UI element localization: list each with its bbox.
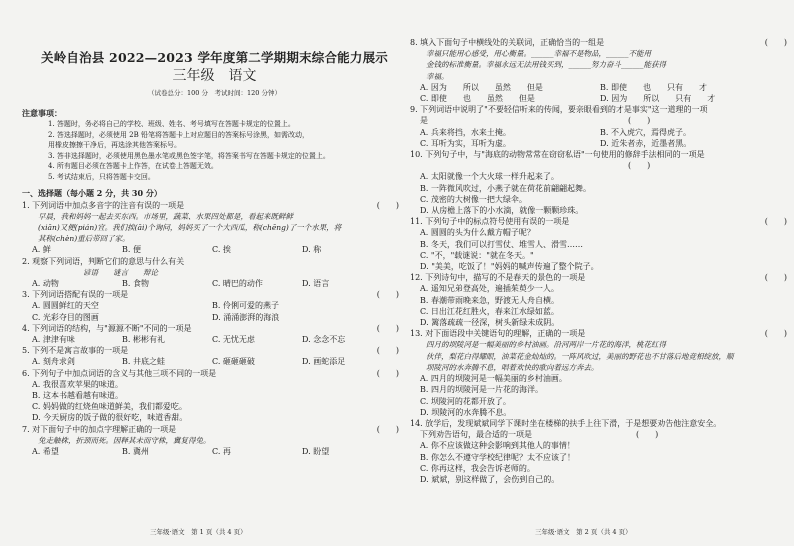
notice-item: 5. 考试结束后，只将答题卡交回。 bbox=[48, 172, 155, 181]
option-row bbox=[22, 356, 407, 367]
question-stem: 2. 观察下列词语，判断它们的意思与什么有关 bbox=[22, 256, 185, 266]
option-row bbox=[410, 138, 794, 149]
question bbox=[410, 272, 794, 328]
right-column bbox=[410, 0, 794, 485]
exam-meta: （试卷总分：100 分 考试时间：120 分钟） bbox=[148, 89, 281, 98]
option-row bbox=[22, 446, 407, 457]
option-line: C. "不，"载谜说："就在冬天。" bbox=[420, 250, 534, 260]
question bbox=[410, 418, 794, 485]
notice-list bbox=[22, 119, 407, 182]
option: B. 便 bbox=[122, 245, 141, 255]
option-row bbox=[22, 334, 407, 345]
answer-bracket: ( ) bbox=[376, 424, 399, 434]
answer-bracket: ( ) bbox=[376, 290, 399, 300]
option-line: D. 今天厨房的饭子做的很好吃，味道香甜。 bbox=[32, 413, 188, 423]
option-line: D. 篱落疏疏一径深，树头新绿未成阴。 bbox=[420, 318, 560, 328]
answer-bracket: ( ) bbox=[376, 346, 399, 356]
option: D. 近朱者赤，近墨者黑。 bbox=[600, 138, 692, 148]
option: C. 砸砸砸破 bbox=[212, 357, 255, 367]
option: B. 冀州 bbox=[122, 447, 149, 457]
option-line: 是 ( ) bbox=[420, 116, 651, 126]
option: D. 语言 bbox=[302, 279, 330, 289]
exam-title: 关岭自治县 2022—2023 学年度第二学期期末综合能力展示 bbox=[41, 50, 388, 65]
option-line: D. "美美，吃饭了！"妈妈的喊声传遍了整个院子。 bbox=[420, 262, 599, 272]
option: D. 涌涌澎湃的海浪 bbox=[212, 312, 280, 322]
option-line: D. 从房檐上落下的小水滴，就像一颗颗珍珠。 bbox=[420, 206, 584, 216]
option-line: A. 你不应该做这种会影响到其他人的事情！ bbox=[420, 441, 575, 451]
passage-line: 其称(chèn)重后带回了家。 bbox=[38, 234, 130, 244]
option-line: C. 你再这样，我会告诉老师的。 bbox=[420, 463, 535, 473]
notice-item: 3. 答非选择题时，必须使用黑色墨水笔或黑色签字笔，将答案书写在答题卡规定的位置上。 bbox=[48, 151, 330, 160]
passage-line: 金钱的标准衡量。幸福永远无法用钱买到，______努力奋斗______能获得 bbox=[426, 60, 666, 70]
passage-line: 早晨，我和妈妈一起去买东西。市场里，蔬菜、水果四处都是，看起来既鲜鲜 bbox=[38, 211, 293, 221]
option: C. 再 bbox=[212, 447, 231, 457]
question bbox=[410, 149, 794, 216]
option: A. 兵来将挡，水来土掩。 bbox=[420, 127, 511, 137]
question bbox=[22, 200, 407, 256]
question-stem: 7. 对下面句子中的加点字理解正确的一项是 bbox=[22, 424, 177, 434]
left-column bbox=[22, 0, 407, 457]
option: D. 因为 所以 只有 才 bbox=[600, 94, 716, 104]
passage-line: 坝陵河的水奔腾不息，唱着欢快的歌向着远方奔去。 bbox=[426, 362, 599, 372]
option: D. 画蛇添足 bbox=[302, 357, 346, 367]
option: D. 称 bbox=[302, 245, 322, 255]
option: A. 圆圆鲜红的天空 bbox=[32, 301, 99, 311]
option-row bbox=[410, 127, 794, 138]
option: C. 晴巴的动作 bbox=[212, 279, 263, 289]
right-questions bbox=[410, 37, 794, 485]
question-stem: 10. 下列句子中，与"海底的动物常常在窃窃私语"一句使用的修辞手法相同的一项是 bbox=[410, 150, 705, 160]
option: A. 刻舟求剑 bbox=[32, 357, 75, 367]
answer-bracket: ( ) bbox=[764, 217, 787, 227]
answer-bracket: ( ) bbox=[764, 38, 787, 47]
option-line: B. 四月的坝陵河是一片花的海洋。 bbox=[420, 385, 543, 395]
notice-item: 4. 所有题目必须在答题卡上作答，在试卷上答题无效。 bbox=[48, 162, 218, 171]
option: A. 鲜 bbox=[32, 245, 51, 255]
option: A. 津津有味 bbox=[32, 335, 75, 345]
question bbox=[410, 216, 794, 272]
question-stem: 4. 下列词语的结构，与"源源不断"不同的一项是 bbox=[22, 323, 192, 333]
option-line: A. 太阳就像一个大火球一样升起来了。 bbox=[420, 172, 559, 182]
option-line: C. 妈妈做的红烧鱼味道鲜美，我们都爱吃。 bbox=[32, 402, 187, 412]
option-line: A. 遥知兄弟登高处，遍插茱萸少一人。 bbox=[420, 284, 559, 294]
question bbox=[22, 256, 407, 290]
option: B. 不入虎穴，焉得虎子。 bbox=[600, 127, 691, 137]
notice-item: 2. 答选择题时，必须使用 2B 铅笔将答题卡上对应题目的答案标号涂黑，如需改动， bbox=[48, 130, 309, 139]
answer-bracket: ( ) bbox=[764, 273, 787, 283]
question-stem: 14. 放学后，发现斌斌同学下课时坐在楼梯的扶手上往下滑，于是想要劝告他注意安全。 bbox=[410, 418, 722, 428]
exam-subtitle: 三年级 语文 bbox=[172, 68, 257, 85]
question bbox=[22, 323, 407, 345]
notice-item: 1. 答题时，务必将自己的学校、班级、姓名、考号填写在答题卡规定的位置上。 bbox=[48, 120, 295, 129]
question bbox=[410, 328, 794, 418]
option-row bbox=[22, 278, 407, 289]
answer-bracket: ( ) bbox=[376, 368, 399, 378]
option-line: C. 茂密的大树像一把大绿伞。 bbox=[420, 194, 527, 204]
question bbox=[22, 289, 407, 323]
option-line: B. 冬天，我们可以打雪仗、堆雪人、滑雪…… bbox=[420, 239, 583, 249]
footer-left: 三年级·语文 第 1 页（共 4 页） bbox=[150, 528, 247, 536]
option: C. 即使 也 虽然 但是 bbox=[420, 94, 535, 104]
passage-line: 伙伴，梨花白得耀眼，油菜花金灿灿的。一阵风吹过，美丽的野花也不甘落后地竞相绽放，顺 bbox=[426, 351, 734, 361]
option-line: B. 一阵微风吹过，小燕子就在荷花前翩翩起舞。 bbox=[420, 183, 591, 193]
option-line: 下列劝告语句，最合适的一项是 ( ) bbox=[420, 430, 659, 440]
passage-line: 幸福只能用心感受，用心衡量。______幸福不是物品，______不能用 bbox=[426, 49, 651, 59]
option: A. 希望 bbox=[32, 447, 59, 457]
question-stem: 12. 下列诗句中，描写的不是春天的景色的一项是 bbox=[410, 273, 586, 283]
option-line: A. 我很喜欢苹果的味道。 bbox=[32, 379, 123, 389]
answer-bracket: ( ) bbox=[376, 200, 399, 210]
question bbox=[410, 104, 794, 149]
question bbox=[22, 424, 407, 458]
question-stem: 13. 对下面语段中关键语句的理解，正确的一项是 bbox=[410, 329, 586, 339]
answer-bracket: ( ) bbox=[376, 323, 399, 333]
option: A. 因为 所以 虽然 但是 bbox=[420, 82, 543, 92]
option-line: B. 春潮带雨晚来急，野渡无人舟自横。 bbox=[420, 295, 559, 305]
option-line: D. 坝陵河的水奔腾不息。 bbox=[420, 407, 512, 417]
option: B. 井底之蛙 bbox=[122, 357, 165, 367]
option: B. 即使 也 只有 才 bbox=[600, 82, 707, 92]
option-row bbox=[410, 82, 794, 93]
option: C. 耳听为实，耳听为虚。 bbox=[420, 138, 511, 148]
option-line: A. 圆圆的头为什么戴方帽子呢？ bbox=[420, 228, 535, 238]
passage-line: (xiān)又便(pián)宜。我们挨(āi)个询问，妈妈买了一个大西瓜，称(chēng)了一个水果，将 bbox=[38, 223, 342, 233]
footer-right: 三年级·语文 第 2 页（共 4 页） bbox=[535, 528, 632, 536]
question-stem: 9. 下列词语中说明了"不要轻信听来的传闻，要亲眼看到的才是事实"这一道理的一项 bbox=[410, 105, 708, 115]
option-line: C. 坝陵河的花都开放了。 bbox=[420, 396, 511, 406]
option: D. 念念不忘 bbox=[302, 335, 346, 345]
left-questions bbox=[22, 200, 407, 458]
option-row bbox=[22, 244, 407, 255]
option: B. 彬彬有礼 bbox=[122, 335, 165, 345]
notice-heading: 注意事项： bbox=[22, 108, 62, 119]
option-line: ( ) bbox=[420, 161, 651, 171]
question bbox=[410, 37, 794, 104]
option: C. 无忧无虑 bbox=[212, 335, 255, 345]
question-stem: 8. 填入下面句子中横线处的关联词，正确恰当的一组是 bbox=[410, 38, 605, 47]
answer-bracket: ( ) bbox=[764, 329, 787, 339]
option: C. 光彩夺目的图画 bbox=[32, 312, 99, 322]
question-stem: 3. 下列词语搭配有误的一项是 bbox=[22, 290, 129, 300]
passage-line: 四月的坝陵河是一幅美丽的乡村油画。沿河两岸一片花的海洋，桃花红得 bbox=[426, 340, 666, 350]
passage-line: 兔走触株，折颈而死。因释其未而守株，冀复得兔。 bbox=[38, 435, 211, 445]
question-stem: 1. 下列词语中加点多音字的注音有误的一项是 bbox=[22, 200, 185, 210]
question bbox=[22, 345, 407, 367]
passage-line: 幸福。 bbox=[426, 71, 449, 81]
option-line: A. 四月的坝陵河是一幅美丽的乡村油画。 bbox=[420, 374, 567, 384]
option-row bbox=[410, 93, 794, 104]
question-stem: 5. 下列不是寓言故事的一项是 bbox=[22, 346, 129, 356]
option-line: B. 这本书越看越有味道。 bbox=[32, 391, 123, 401]
option-line: B. 你怎么不遵守学校纪律呢？太不应该了！ bbox=[420, 452, 575, 462]
section-heading: 一、选择题（每小题 2 分，共 30 分） bbox=[22, 188, 162, 199]
option-row bbox=[22, 300, 407, 311]
question bbox=[22, 368, 407, 424]
question-stem: 11. 下列句子中的标点符号使用有误的一项是 bbox=[410, 217, 570, 227]
option-line: D. 斌斌，别这样做了，会伤到自己的。 bbox=[420, 474, 560, 484]
option: C. 挨 bbox=[212, 245, 231, 255]
option: D. 盼望 bbox=[302, 447, 330, 457]
passage-line: 谚语 谜言 辩论 bbox=[38, 267, 158, 277]
question-stem: 6. 下列句子中加点词语的含义与其他三项不同的一项是 bbox=[22, 368, 217, 378]
option: B. 食物 bbox=[122, 279, 149, 289]
notice-item: 用橡皮擦擦干净后，再选涂其他答案标号。 bbox=[48, 141, 181, 150]
option-row bbox=[22, 312, 407, 323]
option-line: C. 日出江花红胜火，春来江水绿如蓝。 bbox=[420, 306, 559, 316]
option: B. 伶俐可爱的燕子 bbox=[212, 301, 279, 311]
option: A. 动物 bbox=[32, 279, 59, 289]
